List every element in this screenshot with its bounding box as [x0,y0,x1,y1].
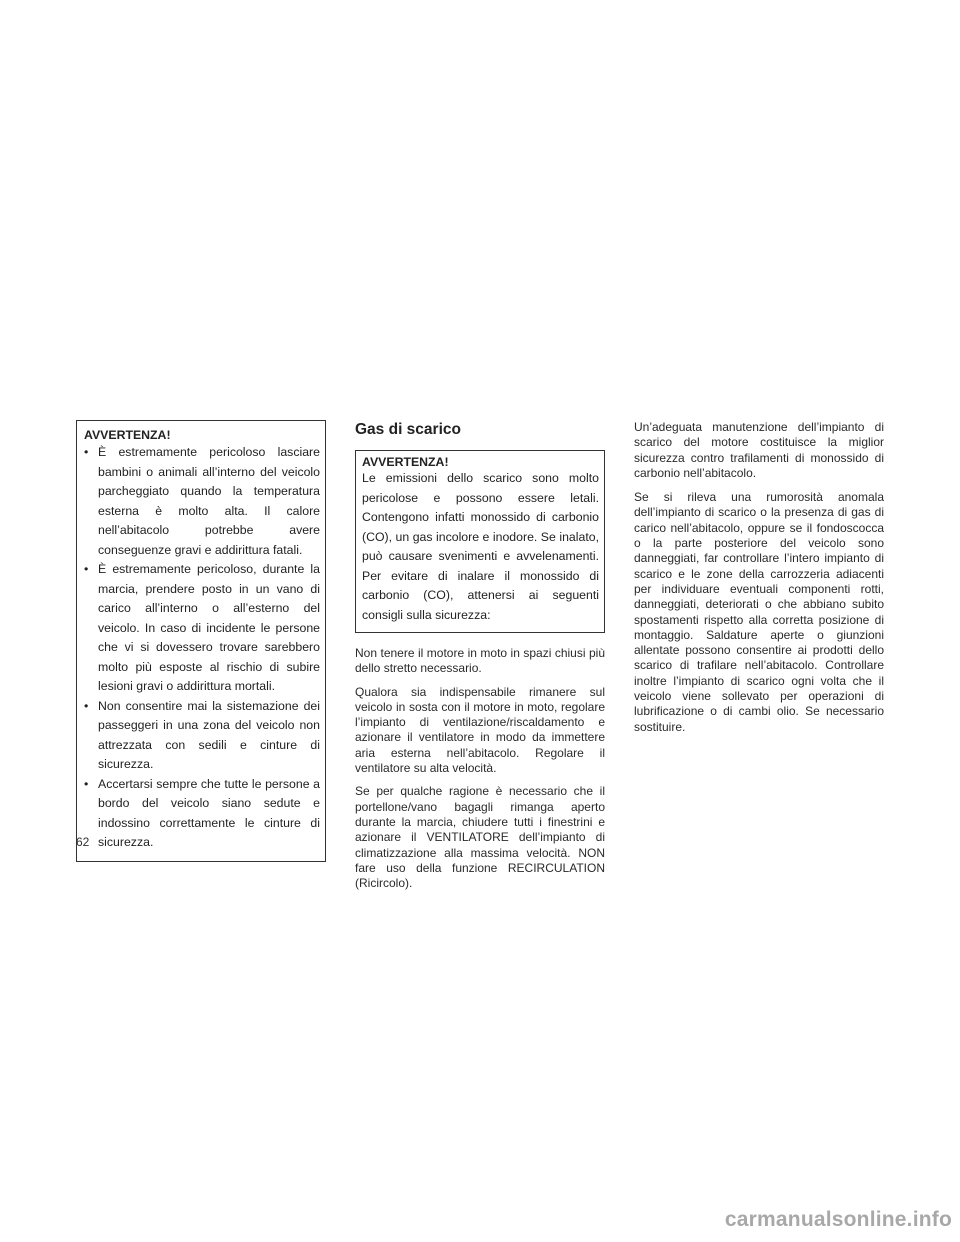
warning-bullet-item [84,697,320,775]
page-number: 62 [76,835,90,849]
section-title: Gas di scarico [355,421,461,438]
bullet-icon: • [84,698,89,713]
watermark-text: carmanualsonline.info [724,1208,952,1231]
warning-bullet-item [84,560,320,697]
right-column [634,420,884,744]
bullet-icon: • [84,562,89,576]
warning-bullet-text: È estremamente pericoloso lasciare bambini o animali all’interno del veicolo parcheggiato quando la temperatura esterna è molto alta. Il calore nell’abitacolo potrebbe avere conseguenze gravi e addirittura fatali. [98,445,320,557]
warning-bullet-list [84,443,320,853]
warning-bullet-text: Non consentire mai la sistemazione dei passeggeri in una zona del veicolo non attrezzata con sedili e cinture di sicurezza. [98,698,320,771]
body-paragraph: Se si rileva una rumorosità anomala dell’impianto di scarico o la presenza di gas di carico nell’abitacolo, oppure se il fondoscocca o la parte posteriore del veicolo sono danneggiati, far controllare l’intero impianto di scarico e le zone della carrozzeria adiacenti per individuare eventuali componenti rotti, danneggiati, deteriorati o che abbiano subito spostamenti rispetto alla corretta posizione di montaggio. Saldature aperte o giunzioni allentate possono consentire ai prodotti dello scarico di trafilare nell’abitacolo. Controllare inoltre l’impianto di scarico ogni volta che il veicolo viene sollevato per operazioni di lubrificazione o di cambi olio. Se necessario sostituire. [634,490,884,734]
middle-column [355,420,605,899]
warning-bullet-text: Accertarsi sempre che tutte le persone a bordo del veicolo siano sedute e indossino correttamente le cinture di sicurezza. [98,776,320,849]
body-paragraph: Se per qualche ragione è necessario che il portellone/vano bagagli rimanga aperto durante la marcia, chiudere tutti i finestrini e azionare il VENTILATORE dell’impianto di climatizzazione alla massima velocità. NON fare uso della funzione RECIRCULATION (Ricircolo). [355,784,605,891]
warning-bullet-text: È estremamente pericoloso, durante la marcia, prendere posto in un vano di carico all’interno o all’esterno del veicolo. In caso di incidente le persone che vi si dovessero trovare sarebbero molto più esposte al rischio di subire lesioni gravi o addirittura mortali. [98,562,320,693]
bullet-icon: • [84,776,89,791]
warning-bullet-item [84,443,320,560]
body-paragraph: Un’adeguata manutenzione dell’impianto di scarico del motore costituisce la miglior sicurezza contro trafilamenti di monossido di carbonio nell’abitacolo. [634,420,884,480]
warning-title: AVVERTENZA! [84,428,171,442]
body-paragraph: Non tenere il motore in moto in spazi chiusi più dello stretto necessario. [355,646,605,676]
body-paragraph: Qualora sia indispensabile rimanere sul veicolo in sosta con il motore in moto, regolare l’impianto di ventilazione/riscaldamento e azionare il ventilatore in modo da immettere aria esterna nell’abitacolo. Regolare il ventilatore su alta velocità. [355,684,605,776]
warning-box-exhaust [355,450,605,633]
left-column [76,420,326,862]
bullet-icon: • [84,445,89,459]
warning-text: Le emissioni dello scarico sono molto pericolose e possono essere letali. Contengono infatti monossido di carbonio (CO), un gas incolore e inodore. Se inalato, può causare svenimenti e avvelenamenti. Per evitare di inalare il monossido di carbonio (CO), attenersi ai seguenti consigli sulla sicurezza: [362,471,599,622]
warning-box-child-safety [76,420,326,862]
warning-bullet-item [84,775,320,853]
warning-title: AVVERTENZA! [362,455,449,469]
